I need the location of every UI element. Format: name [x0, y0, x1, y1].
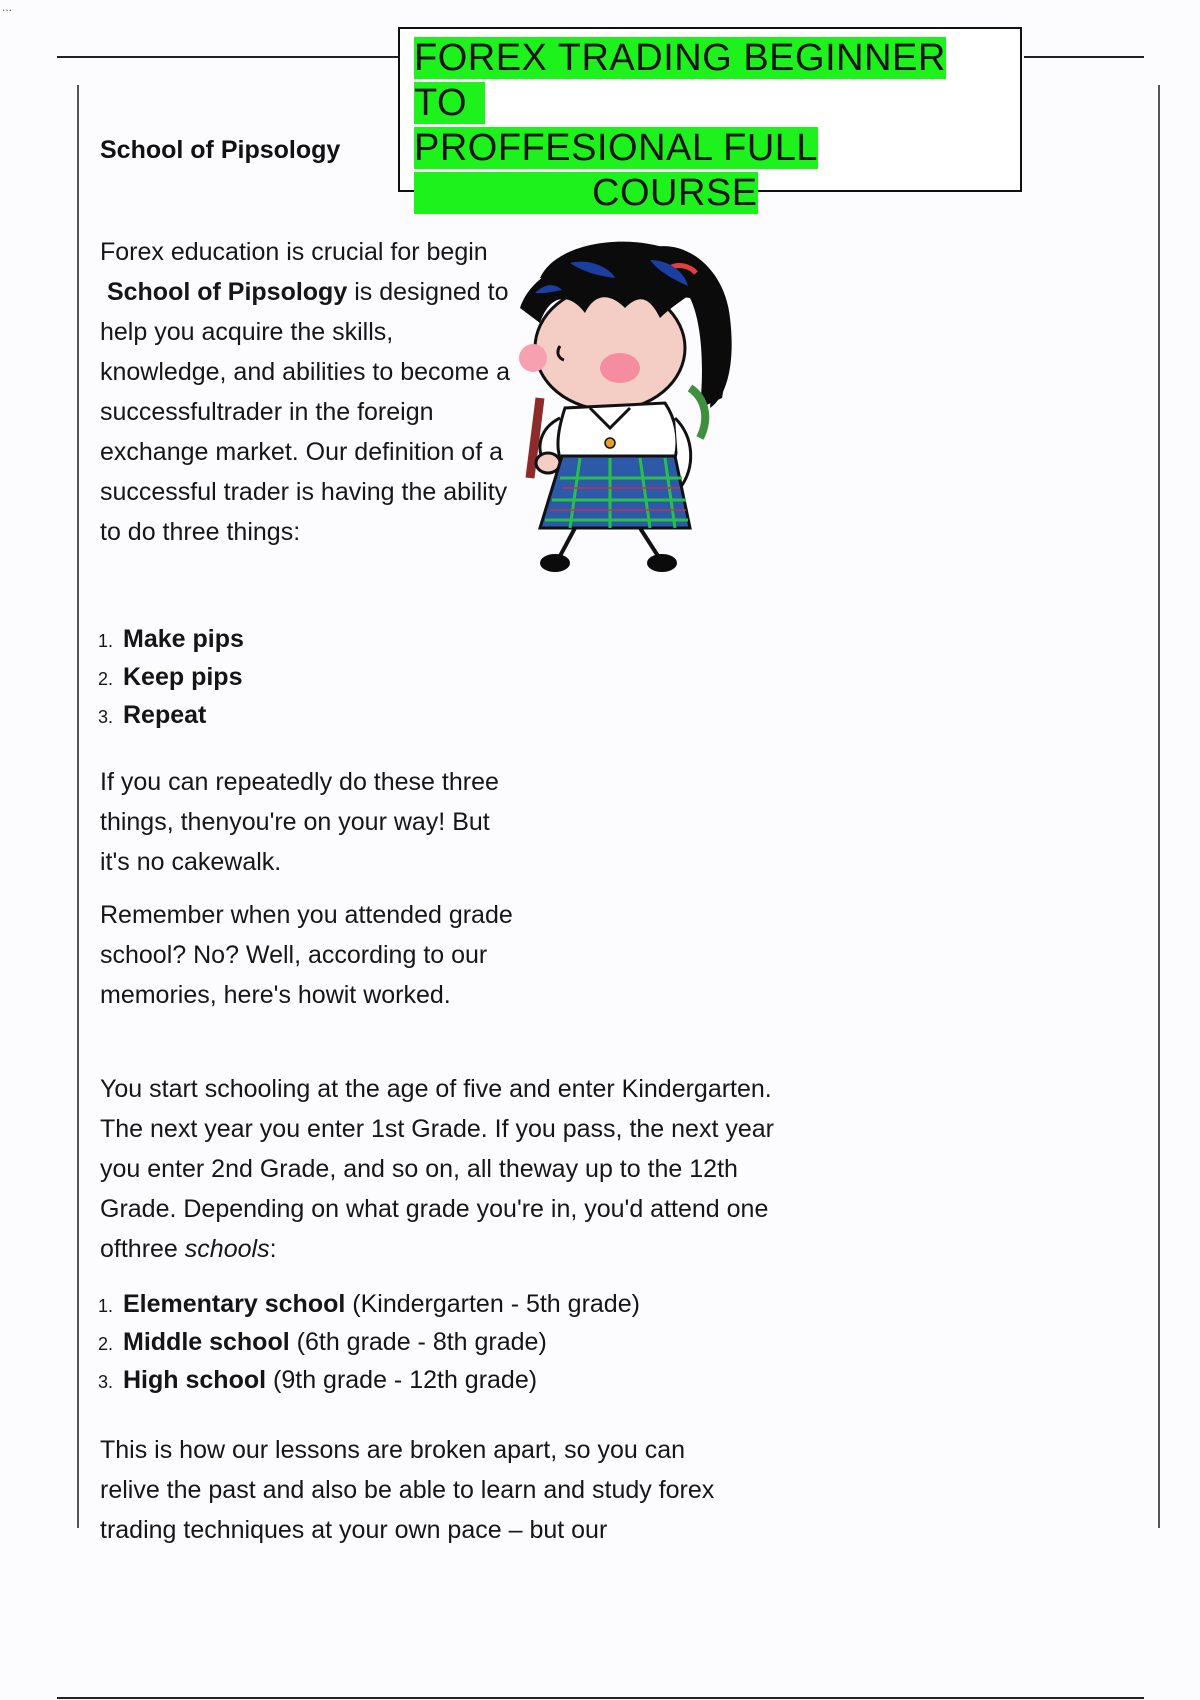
list-item: 2. Middle school (6th grade - 8th grade) — [98, 1328, 547, 1356]
steps-list — [98, 620, 244, 734]
school-label: School of Pipsology — [100, 136, 341, 164]
schools-list — [98, 1285, 640, 1399]
title-line-1: FOREX TRADING BEGINNER TO — [414, 37, 946, 124]
list-item: 3. High school (9th grade - 12th grade) — [98, 1366, 538, 1394]
intro-school-name: School of Pipsology — [106, 278, 348, 306]
course-title — [414, 36, 1008, 216]
list-item: 1. Elementary school (Kindergarten - 5th grade) — [98, 1290, 640, 1318]
intro-first-line: Forex education is crucial for begin — [100, 238, 488, 266]
intro-rest: is designed to help you acquire the skills, knowledge, and abilities to become a successfultrader in the foreign exchange market. Our definition of a successful trader is having the ability to do three things: — [100, 278, 510, 546]
title-line-3: COURSE — [414, 172, 758, 214]
paragraph-schooling: You start schooling at the age of five and enter Kindergarten. The next year you enter 1st Grade. If you pass, the next year you enter 2nd Grade, and so on, all theway up to the 12th Grade. Depending on what grade you're in, you'd attend one ofthree schools: — [100, 1075, 774, 1263]
right-margin-line — [1158, 85, 1160, 1528]
left-margin-line — [77, 85, 79, 1528]
top-rule-right — [1024, 56, 1144, 58]
list-item: 1. Make pips — [98, 625, 244, 653]
title-box — [398, 27, 1022, 214]
paragraph-remember: Remember when you attended grade school? No? Well, according to our memories, here's howit worked. — [100, 901, 513, 1009]
paragraph-lessons: This is how our lessons are broken apart, so you can relive the past and also be able to learn and study forex trading techniques at your own pace – but our — [100, 1436, 715, 1544]
schoolgirl-illustration — [500, 238, 760, 588]
paragraph-repeat: If you can repeatedly do these three things, thenyou're on your way! But it's no cakewalk. — [100, 768, 499, 876]
title-line-2: PROFFESIONAL FULL — [414, 127, 819, 169]
corner-marker: ... — [2, 0, 13, 14]
list-item: 2. Keep pips — [98, 663, 243, 691]
top-rule-left — [57, 56, 400, 58]
intro-paragraph — [100, 232, 520, 552]
schools-italic: schools — [184, 1235, 270, 1263]
list-item: 3. Repeat — [98, 701, 207, 729]
bottom-rule — [57, 1697, 1144, 1699]
